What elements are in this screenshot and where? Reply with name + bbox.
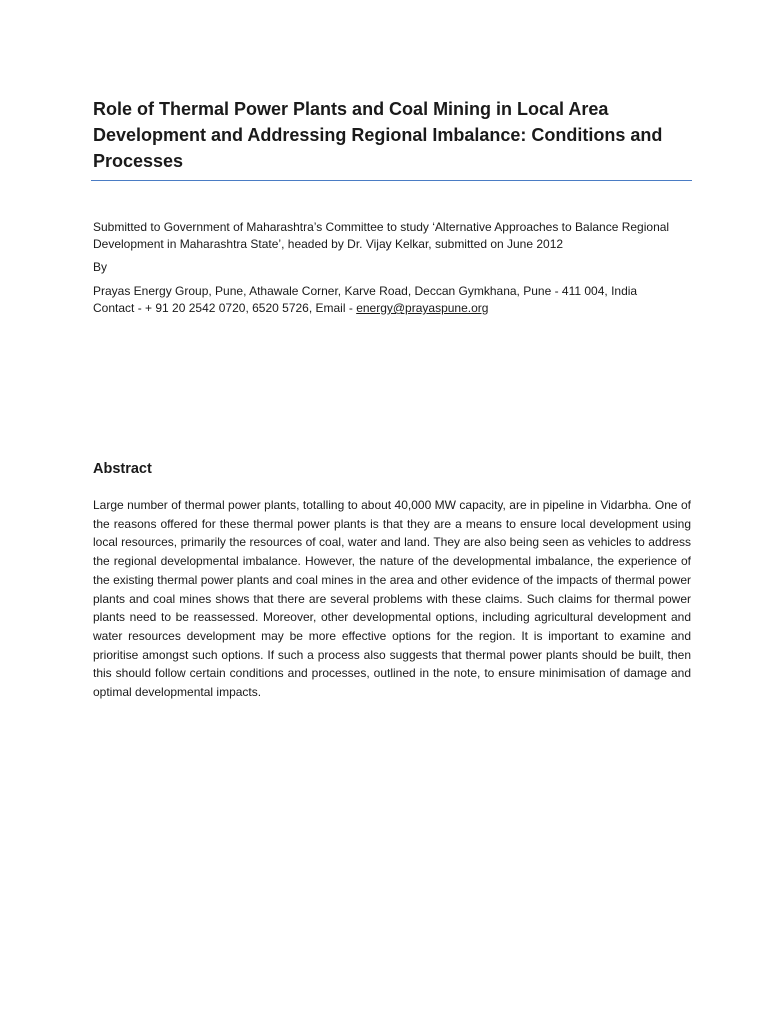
organization-address: Prayas Energy Group, Pune, Athawale Corner, Karve Road, Deccan Gymkhana, Pune - 411 004, India	[93, 284, 638, 298]
title-divider	[91, 180, 692, 181]
abstract-heading: Abstract	[93, 461, 152, 477]
abstract-paragraph: Large number of thermal power plants, totalling to about 40,000 MW capacity, are in pipeline in Vidarbha. One of the reasons offered for these thermal power plants is that they are a means to ensure local development using local resources, primarily the resources of coal, water and land. They are also being seen as vehicles to address the regional developmental imbalance. However, the nature of the developmental imbalance, the experience of the existing thermal power plants and coal mines in the area and other evidence of the impacts of thermal power plants and coal mines shows that there are several problems with these claims. Such claims for thermal power plants need to be reassessed. Moreover, other developmental options, including agricultural development and water resources development may be more effective options for the region. It is important to examine and prioritise amongst such options. If such a process also suggests that thermal power plants should be built, then this should follow certain conditions and processes, outlined in the note, to ensure minimisation of damage and optimal developmental impacts.	[93, 498, 691, 700]
contact-line	[93, 300, 693, 317]
author-block	[93, 283, 693, 317]
email-link[interactable]: energy@prayaspune.org	[356, 301, 489, 315]
by-label: By	[93, 260, 108, 274]
contact-text: Contact - + 91 20 2542 0720, 6520 5726, Email -	[93, 301, 357, 315]
document-title: Role of Thermal Power Plants and Coal Mining in Local Area Development and Addressing Regional Imbalance: Conditions and Processes	[93, 99, 663, 171]
submission-note: Submitted to Government of Maharashtra’s Committee to study ‘Alternative Approaches to Balance Regional Development in Maharashtra State’, headed by Dr. Vijay Kelkar, submitted on June 2012	[93, 220, 670, 251]
